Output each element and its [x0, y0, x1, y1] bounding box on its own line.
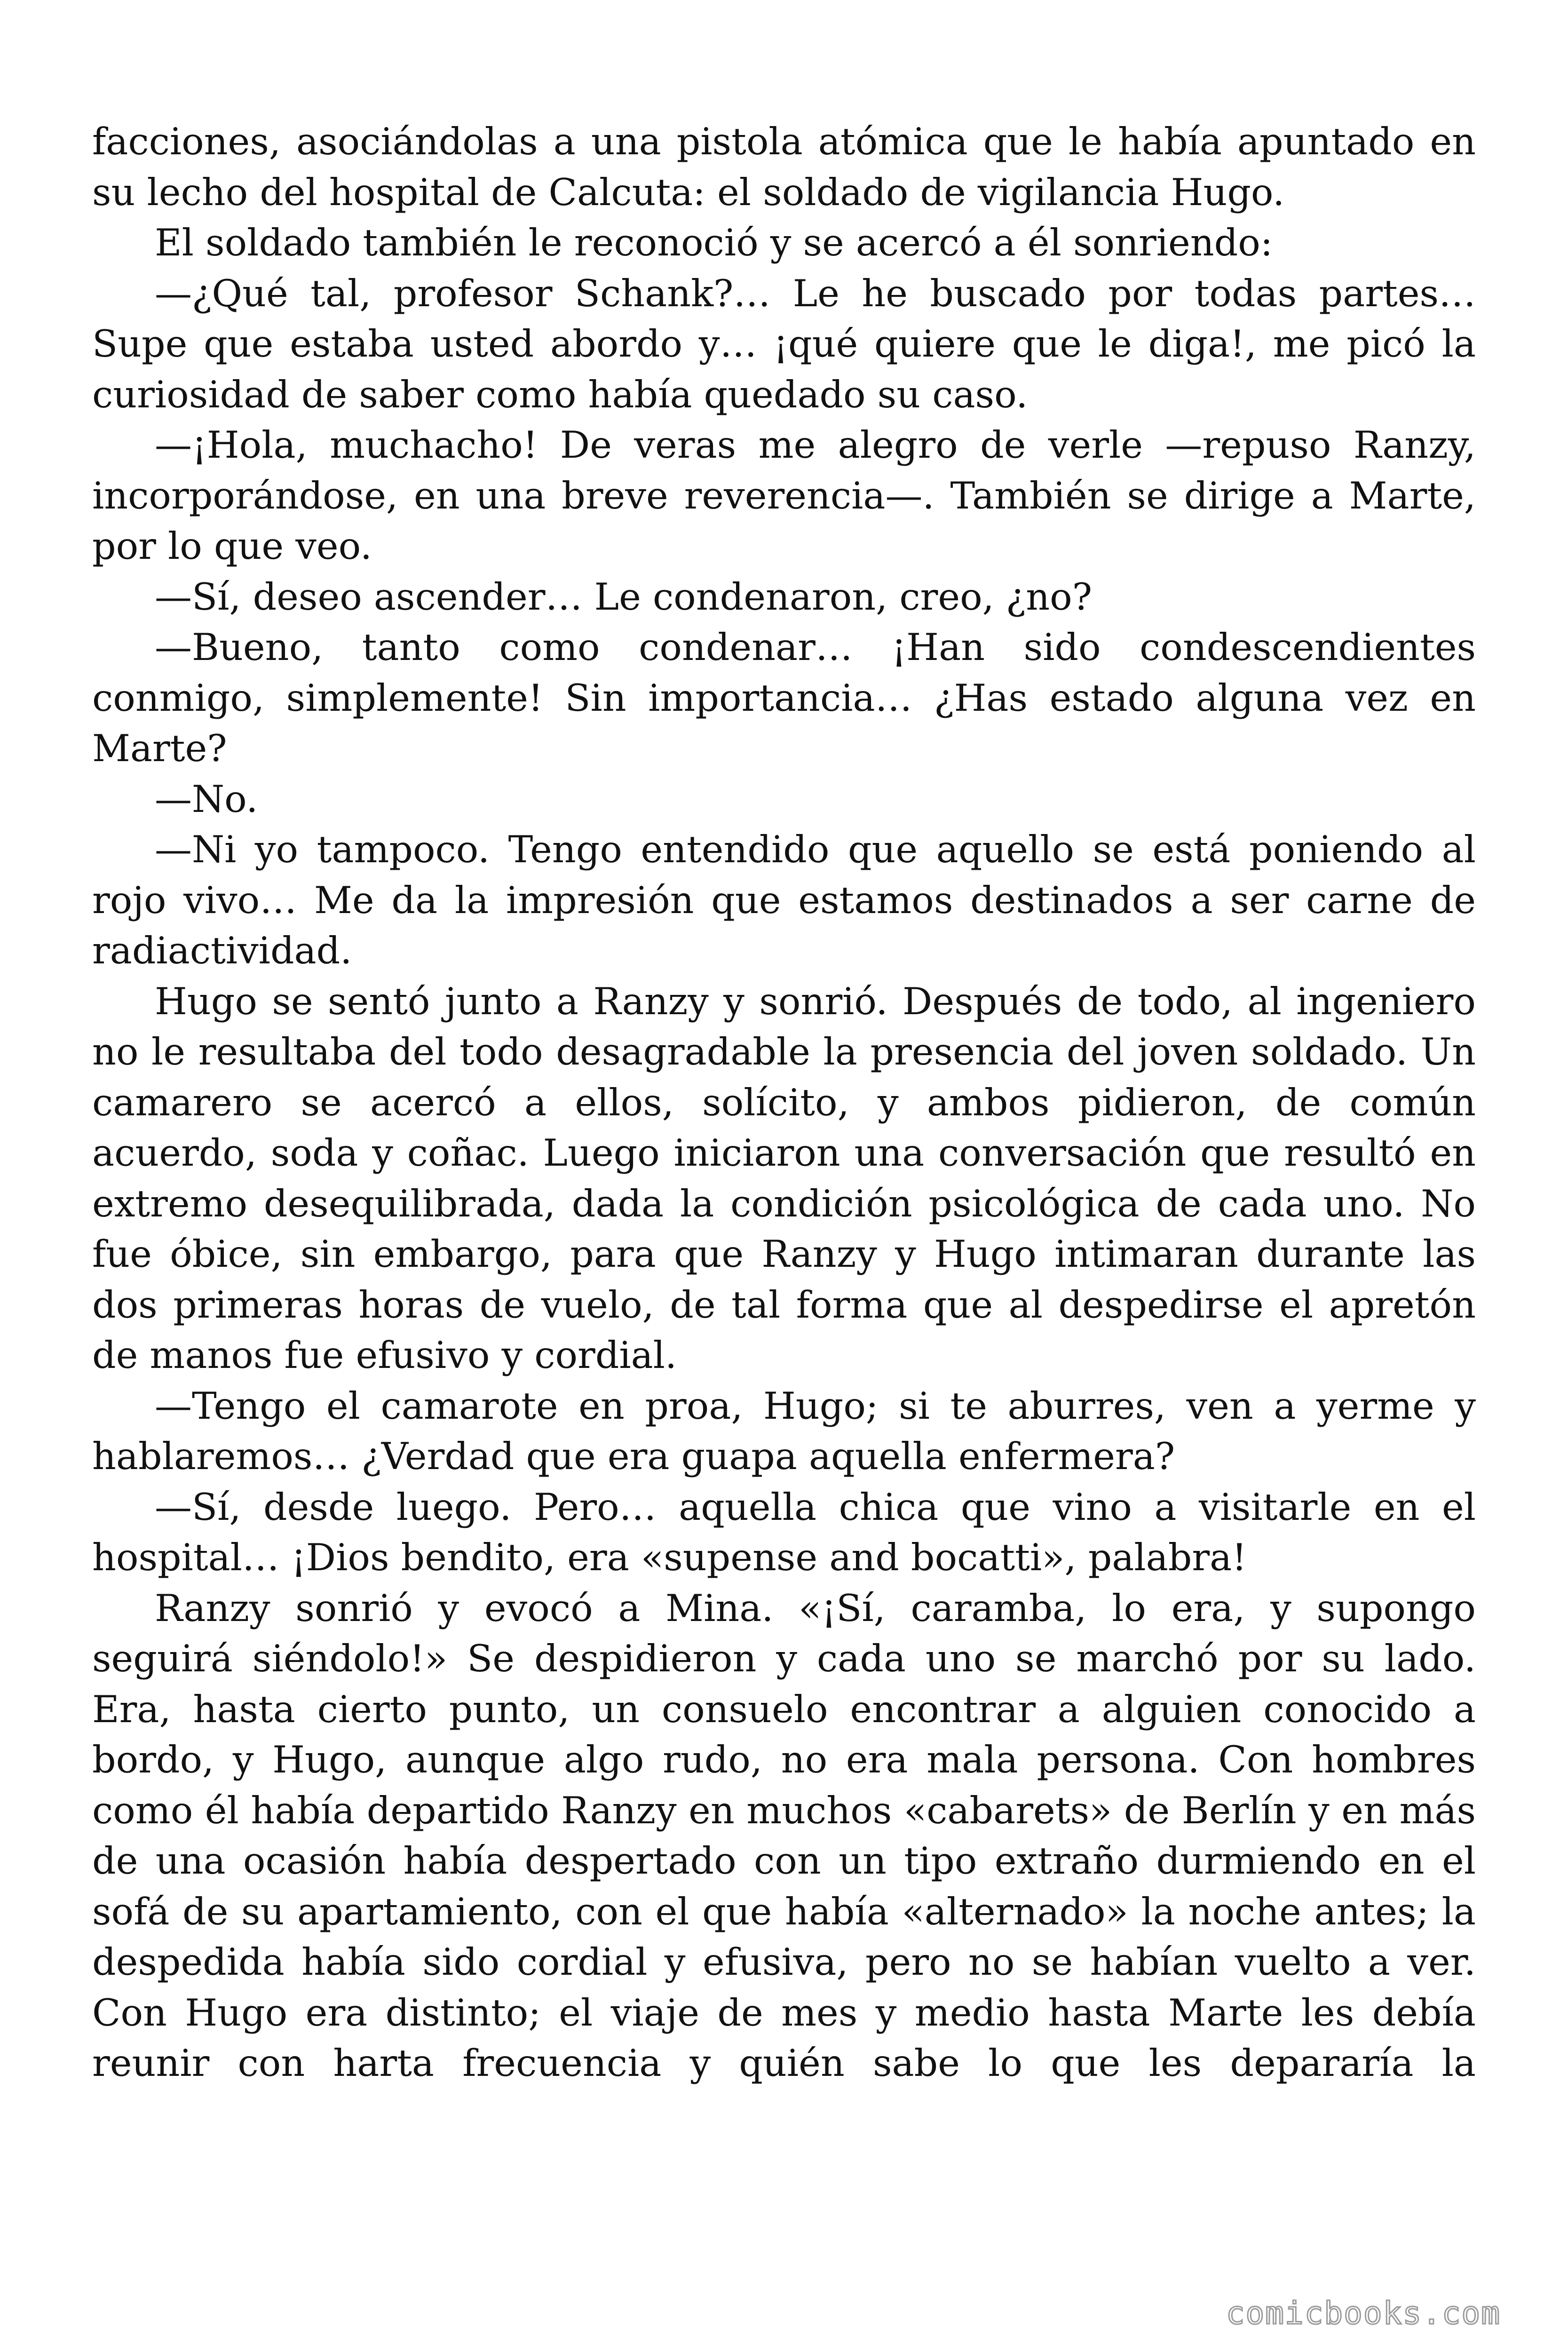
paragraph-9: Hugo se sentó junto a Ranzy y sonrió. Después de todo, al ingeniero no le resultaba del todo desagradable la presencia del joven soldado. Un camarero se acercó a ellos, solícito, y ambos pidieron, de común acuerdo, soda y coñac. Luego iniciaron una conversación que resultó en extremo desequilibrada, dada la condición psicológica de cada uno. No fue óbice, sin embargo, para que Ranzy y Hugo intimaran durante las dos primeras horas de vuelo, de tal forma que al despedirse el apretón de manos fue efusivo y cordial.: [92, 979, 1476, 1377]
paragraph-4: —¡Hola, muchacho! De veras me alegro de verle —repuso Ranzy, incorporándose, en una breve reverencia—. También se dirige a Marte, por lo que veo.: [92, 423, 1476, 568]
watermark: comicbooks.com: [1226, 2295, 1501, 2331]
paragraph-12: Ranzy sonrió y evocó a Mina. «¡Sí, caramba, lo era, y supongo seguirá siéndolo!» Se despidieron y cada uno se marchó por su lado. Era, hasta cierto punto, un consuelo encontrar a alguien conocido a bordo, y Hugo, aunque algo rudo, no era mala persona. Con hombres como él había departido Ranzy en muchos «cabarets» de Berlín y en más de una ocasión había despertado con un tipo extraño durmiendo en el sofá de su apartamiento, con el que había «alternado» la noche antes; la despedida había sido cordial y efusiva, pero no se habían vuelto a ver. Con Hugo era distinto; el viaje de mes y medio hasta Marte les debía reunir con harta frecuencia y quién sabe lo que les depararía la: [92, 1586, 1476, 2085]
paragraph-1: facciones, asociándolas a una pistola atómica que le había apuntado en su lecho del hospital de Calcuta: el soldado de vigilancia Hugo.: [92, 120, 1476, 214]
paragraph-8: —Ni yo tampoco. Tengo entendido que aquello se está poniendo al rojo vivo… Me da la impresión que estamos destinados a ser carne de radiactividad.: [92, 828, 1476, 972]
paragraph-11: —Sí, desde luego. Pero… aquella chica que vino a visitarle en el hospital… ¡Dios bendito, era «supense and bocatti», palabra!: [92, 1485, 1476, 1579]
paragraph-2: El soldado también le reconoció y se acercó a él sonriendo:: [155, 221, 1273, 264]
page-body: [92, 117, 1476, 2089]
paragraph-3: —¿Qué tal, profesor Schank?… Le he buscado por todas partes… Supe que estaba usted abordo y… ¡qué quiere que le diga!, me picó la curiosidad de saber como había quedado su caso.: [92, 271, 1476, 416]
paragraph-10: —Tengo el camarote en proa, Hugo; si te aburres, ven a yerme y hablaremos… ¿Verdad que era guapa aquella enfermera?: [92, 1384, 1476, 1478]
paragraph-7: —No.: [155, 777, 258, 821]
paragraph-6: —Bueno, tanto como condenar… ¡Han sido condescendientes conmigo, simplemente! Sin importancia… ¿Has estado alguna vez en Marte?: [92, 626, 1476, 770]
paragraph-5: —Sí, deseo ascender… Le condenaron, creo, ¿no?: [155, 575, 1093, 619]
